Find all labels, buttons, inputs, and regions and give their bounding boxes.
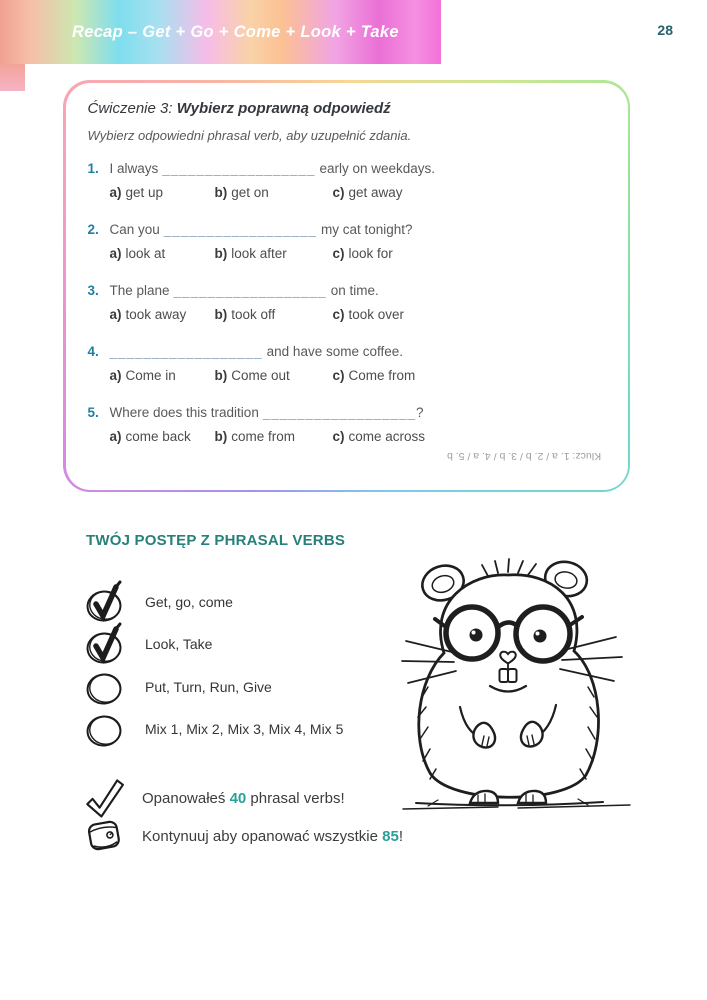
question-text-after: ? — [415, 404, 424, 420]
option-c — [333, 184, 403, 201]
question-2 — [88, 221, 604, 262]
option-letter: a) — [109, 184, 122, 200]
option-c — [333, 367, 416, 384]
option-letter: b) — [214, 367, 228, 383]
sketch-empty-circle-icon — [82, 706, 130, 752]
mastered-count: 40 — [229, 789, 247, 807]
answer-blank: __________________ — [173, 282, 327, 298]
question-3 — [88, 282, 604, 323]
question-number: 4. — [87, 343, 99, 359]
option-text: Come from — [348, 367, 416, 383]
question-text-after: on time. — [330, 282, 379, 298]
question-text-before: Where does this tradition — [109, 404, 259, 420]
question-text — [110, 404, 424, 421]
exercise-subtitle: Wybierz odpowiedni phrasal verb, aby uzupełnić zdania. — [87, 127, 412, 143]
question-5 — [88, 404, 604, 445]
notebook-icon — [82, 813, 126, 859]
header-banner-tail — [0, 64, 25, 91]
sketch-check-circle-icon — [82, 579, 130, 625]
option-letter: c) — [332, 245, 345, 261]
question-text-before: Can you — [109, 221, 160, 237]
mastered-text — [142, 790, 345, 807]
answer-blank: __________________ — [162, 160, 316, 176]
question-text — [110, 282, 379, 299]
option-letter: c) — [332, 367, 345, 383]
option-text: get up — [125, 184, 164, 200]
option-a — [110, 428, 215, 445]
option-text: took away — [125, 306, 187, 322]
exercise-title-bold: Wybierz poprawną odpowiedź — [176, 99, 391, 117]
exercise-box — [66, 83, 628, 490]
progress-item-get-go-come — [82, 579, 233, 625]
option-text: look at — [125, 245, 166, 261]
option-b — [215, 428, 333, 445]
page-number: 28 — [657, 22, 673, 38]
question-text-after: and have some coffee. — [266, 343, 404, 359]
exercise-box-border — [63, 80, 630, 492]
page-title: Recap – Get + Go + Come + Look + Take — [72, 23, 399, 41]
answer-blank: __________________ — [262, 404, 416, 420]
question-text — [110, 160, 436, 177]
continue-count: 85 — [382, 827, 399, 845]
option-a — [110, 245, 215, 262]
options-row — [88, 428, 604, 445]
option-letter: b) — [214, 184, 228, 200]
option-text: come from — [231, 428, 296, 444]
question-text — [110, 221, 413, 238]
option-a — [110, 184, 215, 201]
exercise-title-prefix: Ćwiczenie 3: — [87, 99, 173, 117]
option-letter: b) — [214, 306, 228, 322]
exercise-title — [88, 100, 604, 117]
question-number: 2. — [87, 221, 99, 237]
option-letter: b) — [214, 428, 228, 444]
continue-text-before: Kontynuuj aby opanować wszystkie — [142, 827, 378, 845]
options-row — [88, 184, 604, 201]
options-row — [88, 245, 604, 262]
sketch-check-circle-icon — [82, 621, 130, 667]
question-text-after: my cat tonight? — [320, 221, 413, 237]
option-letter: b) — [214, 245, 228, 261]
option-c — [333, 245, 393, 262]
question-text-after: early on weekdays. — [319, 160, 435, 176]
progress-item-mix — [82, 706, 343, 752]
mastered-text-before: Opanowałeś — [142, 789, 226, 807]
question-1 — [88, 160, 604, 201]
option-letter: a) — [109, 245, 122, 261]
hamster-with-glasses-illustration — [398, 557, 638, 817]
option-letter: a) — [109, 306, 122, 322]
option-letter: a) — [109, 428, 122, 444]
option-text: Come out — [231, 367, 290, 383]
option-text: come across — [348, 428, 426, 444]
progress-item-put-turn-run-give — [82, 664, 272, 710]
progress-item-label: Mix 1, Mix 2, Mix 3, Mix 4, Mix 5 — [145, 721, 344, 737]
option-c — [333, 428, 426, 445]
header-banner — [0, 0, 441, 64]
option-text: get on — [231, 184, 269, 200]
option-text: get away — [348, 184, 403, 200]
sketch-empty-circle-icon — [82, 664, 130, 710]
question-text — [110, 343, 404, 360]
progress-item-label: Put, Turn, Run, Give — [145, 679, 272, 695]
option-a — [110, 306, 215, 323]
option-text: look for — [348, 245, 393, 261]
option-text: come back — [125, 428, 191, 444]
option-letter: c) — [332, 306, 345, 322]
question-4 — [88, 343, 604, 384]
options-row — [88, 306, 604, 323]
question-number: 1. — [87, 160, 99, 176]
question-text-before: The plane — [109, 282, 170, 298]
option-letter: c) — [332, 428, 345, 444]
answer-key: Klucz: 1. a / 2. b / 3. b / 4. a / 5. b — [447, 449, 602, 462]
option-c — [333, 306, 405, 323]
option-text: took over — [348, 306, 405, 322]
option-b — [215, 184, 333, 201]
option-b — [215, 245, 333, 262]
progress-heading: TWÓJ POSTĘP Z PHRASAL VERBS — [86, 532, 346, 549]
progress-item-look-take — [82, 621, 212, 667]
answer-blank: __________________ — [109, 343, 263, 359]
mastered-text-after: phrasal verbs! — [250, 789, 345, 807]
option-letter: a) — [109, 367, 122, 383]
progress-item-label: Look, Take — [145, 636, 213, 652]
question-number: 3. — [87, 282, 99, 298]
question-number: 5. — [87, 404, 99, 420]
progress-item-label: Get, go, come — [145, 594, 233, 610]
option-b — [215, 306, 333, 323]
option-text: took off — [231, 306, 276, 322]
continue-row — [82, 814, 403, 858]
continue-text — [142, 828, 403, 845]
option-text: Come in — [125, 367, 176, 383]
options-row — [88, 367, 604, 384]
question-list — [88, 160, 604, 445]
answer-blank: __________________ — [163, 221, 317, 237]
option-a — [110, 367, 215, 384]
option-text: look after — [231, 245, 287, 261]
continue-text-after: ! — [398, 827, 403, 845]
option-b — [215, 367, 333, 384]
question-text-before: I always — [109, 160, 159, 176]
option-letter: c) — [332, 184, 345, 200]
